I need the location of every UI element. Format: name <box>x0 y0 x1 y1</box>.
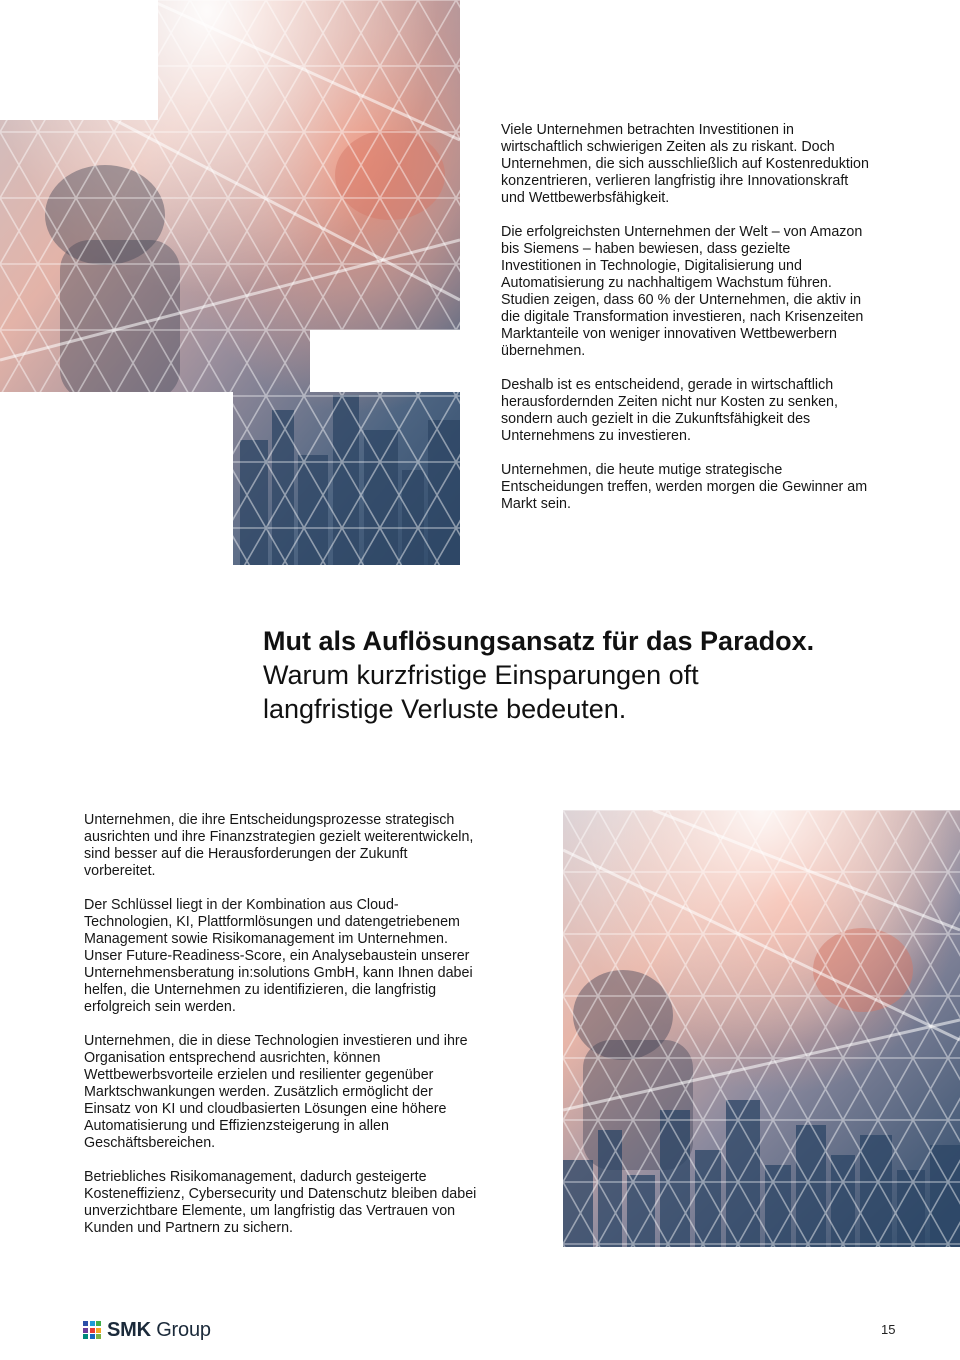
logo-square <box>83 1321 88 1326</box>
body-text-column <box>84 812 479 1237</box>
page-number: 15 <box>881 1322 896 1337</box>
bottom-architecture-photo <box>563 810 960 1247</box>
intro-paragraph: Deshalb ist es entscheidend, gerade in wirtschaftlich herausfordernden Zeiten nicht nur Kosten zu senken, sondern auch gezielt in die Zukunftsfähigkeit des Unternehmens zu investieren. <box>501 377 838 444</box>
logo-square <box>96 1321 101 1326</box>
body-paragraph: Der Schlüssel liegt in der Kombination aus Cloud-Technologien, KI, Plattformlösungen und datengetriebenem Management sowie Risikomanagement im Unternehmen. Unser Future-Readiness-Score, ein Analysebaustein unserer Unternehmensberatung in:solutions GmbH, kann Ihnen dabei helfen, die Unternehmen zu identifizieren, die langfristig erfolgreich sein werden. <box>84 897 473 1015</box>
photo-cutout <box>0 0 158 120</box>
body-paragraph: Unternehmen, die ihre Entscheidungsprozesse strategisch ausrichten und ihre Finanzstrategien gezielt weiterentwickeln, sind besser auf die Herausforderungen der Zukunft vorbereitet. <box>84 812 474 879</box>
logo-square <box>90 1334 95 1339</box>
section-headline <box>263 624 923 726</box>
intro-paragraph: Die erfolgreichsten Unternehmen der Welt – von Amazon bis Siemens – haben bewiesen, dass gezielte Investitionen in Technologie, Digitalisierung und Automatisierung zu nachhaltigem Wachstum führen. Studien zeigen, dass 60 % der Unternehmen, die aktiv in die digitale Transformation investieren, nach Krisenzeiten Marktanteile von weniger innovativen Wettbewerbern übernehmen. <box>501 224 864 359</box>
headline-bold: Mut als Auflösungsansatz für das Paradox. <box>263 626 815 656</box>
intro-paragraph: Viele Unternehmen betrachten Investitionen in wirtschaftlich schwierigen Zeiten als zu riskant. Doch Unternehmen, die sich ausschließlich auf Kostenreduktion konzentrieren, verlieren langfristig ihre Innovationskraft und Wettbewerbsfähigkeit. <box>501 122 869 206</box>
headline-subline: Warum kurzfristige Einsparungen oft <box>263 660 699 690</box>
photo-cutout <box>310 330 460 392</box>
logo-square <box>90 1328 95 1333</box>
body-paragraph: Betriebliches Risikomanagement, dadurch gesteigerte Kosteneffizienz, Cybersecurity und Datenschutz bleiben dabei unverzichtbare Elemente, um langfristig das Vertrauen von Kunden und Partnern zu sichern. <box>84 1169 477 1236</box>
logo-square <box>96 1328 101 1333</box>
body-paragraph: Unternehmen, die in diese Technologien investieren und ihre Organisation entsprechend ausrichten, können Wettbewerbsvorteile erzielen und resilienter gegenüber Marktschwankungen werden. Zusätzlich ermöglicht der Einsatz von KI und cloudbasierten Lösungen eine höhere Automatisierung und Effizienzsteigerung in allen Geschäftsbereichen. <box>84 1033 468 1151</box>
intro-text-column <box>501 122 873 513</box>
intro-paragraph: Unternehmen, die heute mutige strategische Entscheidungen treffen, werden morgen die Gewinner am Markt sein. <box>501 462 868 512</box>
logo-grid-icon <box>83 1321 101 1339</box>
logo-square <box>83 1328 88 1333</box>
logo-square <box>90 1321 95 1326</box>
smk-group-logo <box>83 1318 211 1342</box>
logo-square <box>83 1334 88 1339</box>
photo-cutout <box>0 392 233 565</box>
top-architecture-photo <box>0 0 460 565</box>
logo-wordmark: SMK Group <box>107 1318 211 1341</box>
logo-square <box>96 1334 101 1339</box>
headline-subline: langfristige Verluste bedeuten. <box>263 694 627 724</box>
